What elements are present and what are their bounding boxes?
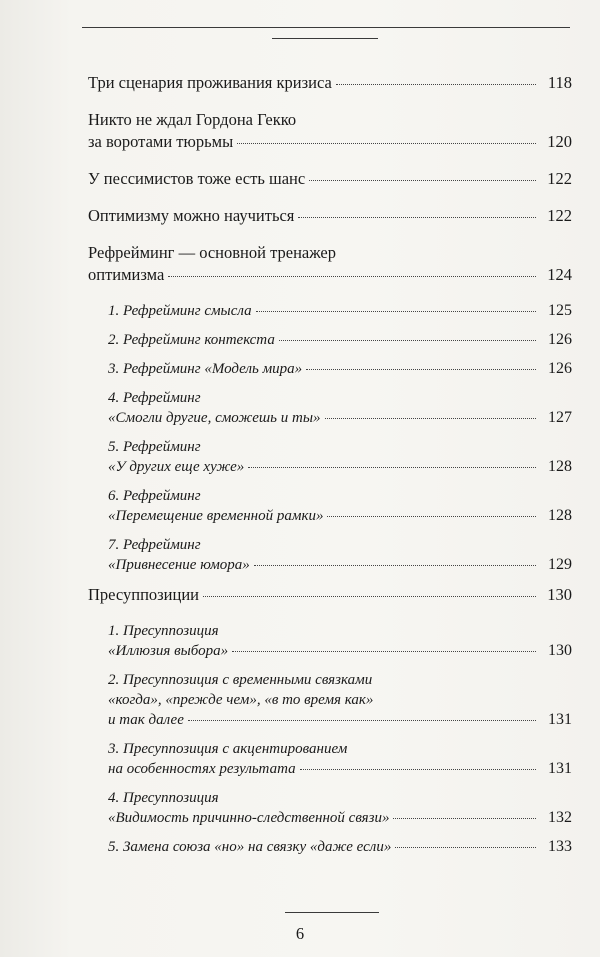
toc-entry-line	[108, 808, 572, 828]
toc-page-number: 128	[548, 507, 572, 524]
toc-entry	[88, 72, 572, 94]
dot-leader	[254, 565, 536, 566]
toc-page-number: 128	[548, 458, 572, 475]
toc-entry-title: 6. Рефрейминг	[108, 488, 201, 504]
toc-entry-title: 1. Пресуппозиция	[108, 623, 219, 639]
toc-subentry	[88, 535, 572, 575]
dot-leader	[306, 369, 536, 370]
toc-entry-line	[108, 621, 572, 641]
toc-entry-title: «Иллюзия выбора»	[108, 643, 229, 659]
dot-leader	[203, 596, 536, 597]
toc-page-number: 129	[548, 556, 572, 573]
toc-entry-line	[88, 131, 572, 153]
dot-leader	[309, 180, 536, 181]
toc-page-number: 130	[548, 642, 572, 659]
toc-entry-line	[88, 205, 572, 227]
toc-entry-title: на особенностях результата	[108, 761, 296, 777]
toc-page-number: 127	[548, 409, 572, 426]
toc-entry-line	[108, 506, 572, 526]
toc-entry-line	[108, 457, 572, 477]
toc-entry-line	[88, 109, 572, 131]
footer-rule	[285, 912, 379, 913]
toc-entry-line	[88, 72, 572, 94]
toc-entry-title: 1. Рефрейминг смысла	[108, 303, 252, 319]
toc-entry-line	[108, 759, 572, 779]
dot-leader	[279, 340, 536, 341]
toc-entry-line	[88, 242, 572, 264]
toc-entry-title: 2. Пресуппозиция с временными связками	[108, 672, 373, 688]
toc-entry-title: Рефрейминг — основной тренажер	[88, 243, 336, 262]
toc-page-number: 131	[548, 760, 572, 777]
dot-leader	[327, 516, 536, 517]
toc-entry-line	[88, 584, 572, 606]
header-rule	[82, 27, 570, 28]
toc-entry-line	[88, 168, 572, 190]
toc-entry-title: за воротами тюрьмы	[88, 132, 234, 151]
toc-entry-title: Никто не ждал Гордона Гекко	[88, 110, 297, 129]
dot-leader	[393, 818, 536, 819]
toc-entry-line	[108, 670, 572, 690]
toc-entry-title: и так далее	[108, 712, 184, 728]
toc-entry	[88, 205, 572, 227]
toc-subentry	[88, 621, 572, 661]
toc-subentry	[88, 437, 572, 477]
toc-entry	[88, 168, 572, 190]
toc-page-number: 120	[547, 132, 572, 151]
toc-entry-title: оптимизма	[88, 265, 165, 284]
dot-leader	[248, 467, 536, 468]
toc-entry-line	[108, 739, 572, 759]
toc-entry-title: 5. Рефрейминг	[108, 439, 201, 455]
toc-page-number: 132	[548, 809, 572, 826]
dot-leader	[300, 769, 536, 770]
toc-entry-line	[108, 710, 572, 730]
toc-entry-line	[108, 837, 572, 857]
toc-subentry	[88, 788, 572, 828]
dot-leader	[256, 311, 536, 312]
toc-page-number: 126	[548, 331, 572, 348]
header-rule-short	[272, 38, 378, 39]
toc-entry-title: 4. Пресуппозиция	[108, 790, 219, 806]
toc-entry-title: «У других еще хуже»	[108, 459, 245, 475]
toc-page-number: 130	[547, 585, 572, 604]
toc-page-number: 118	[547, 73, 572, 92]
toc-entry-title: Оптимизму можно научиться	[88, 206, 295, 225]
table-of-contents	[88, 72, 572, 866]
toc-entry-line	[108, 555, 572, 575]
toc-entry-line	[108, 330, 572, 350]
dot-leader	[168, 276, 536, 277]
toc-entry	[88, 109, 572, 153]
toc-entry-title: Пресуппозиции	[88, 585, 200, 604]
toc-page-number: 131	[548, 711, 572, 728]
toc-entry-title: Три сценария проживания кризиса	[88, 73, 332, 92]
toc-subentry	[88, 670, 572, 730]
toc-subentry	[88, 388, 572, 428]
toc-page-number: 122	[547, 206, 572, 225]
toc-entry-line	[108, 690, 572, 710]
toc-subentry	[88, 486, 572, 526]
dot-leader	[232, 651, 536, 652]
dot-leader	[395, 847, 536, 848]
page-number: 6	[295, 924, 305, 943]
dot-leader	[336, 84, 536, 85]
toc-entry-line	[108, 788, 572, 808]
toc-entry	[88, 242, 572, 286]
toc-entry-line	[108, 486, 572, 506]
toc-page-number: 125	[548, 302, 572, 319]
toc-subentry	[88, 301, 572, 321]
toc-page-number: 126	[548, 360, 572, 377]
toc-entry-title: 7. Рефрейминг	[108, 537, 201, 553]
toc-entry-title: «когда», «прежде чем», «в то время как»	[108, 692, 374, 708]
toc-entry	[88, 584, 572, 606]
toc-entry-line	[108, 437, 572, 457]
toc-subentry	[88, 359, 572, 379]
toc-entry-title: 5. Замена союза «но» на связку «даже если»	[108, 839, 392, 855]
toc-entry-title: «Видимость причинно-следственной связи»	[108, 810, 390, 826]
toc-subentry	[88, 837, 572, 857]
toc-entry-line	[108, 359, 572, 379]
toc-entry-line	[108, 535, 572, 555]
toc-subentry	[88, 330, 572, 350]
toc-entry-title: 2. Рефрейминг контекста	[108, 332, 275, 348]
toc-entry-title: «Смогли другие, сможешь и ты»	[108, 410, 321, 426]
toc-entry-title: «Привнесение юмора»	[108, 557, 250, 573]
toc-page-number: 122	[547, 169, 572, 188]
toc-entry-title: 4. Рефрейминг	[108, 390, 201, 406]
toc-entry-line	[108, 301, 572, 321]
dot-leader	[237, 143, 536, 144]
toc-entry-title: 3. Рефрейминг «Модель мира»	[108, 361, 303, 377]
toc-entry-line	[88, 264, 572, 286]
dot-leader	[188, 720, 536, 721]
dot-leader	[325, 418, 537, 419]
toc-entry-line	[108, 641, 572, 661]
toc-entry-title: 3. Пресуппозиция с акцентированием	[108, 741, 348, 757]
dot-leader	[298, 217, 536, 218]
toc-entry-title: «Перемещение временной рамки»	[108, 508, 324, 524]
toc-page-number: 124	[547, 265, 572, 284]
toc-subentry	[88, 739, 572, 779]
toc-entry-title: У пессимистов тоже есть шанс	[88, 169, 306, 188]
toc-entry-line	[108, 408, 572, 428]
toc-page-number: 133	[548, 838, 572, 855]
toc-entry-line	[108, 388, 572, 408]
